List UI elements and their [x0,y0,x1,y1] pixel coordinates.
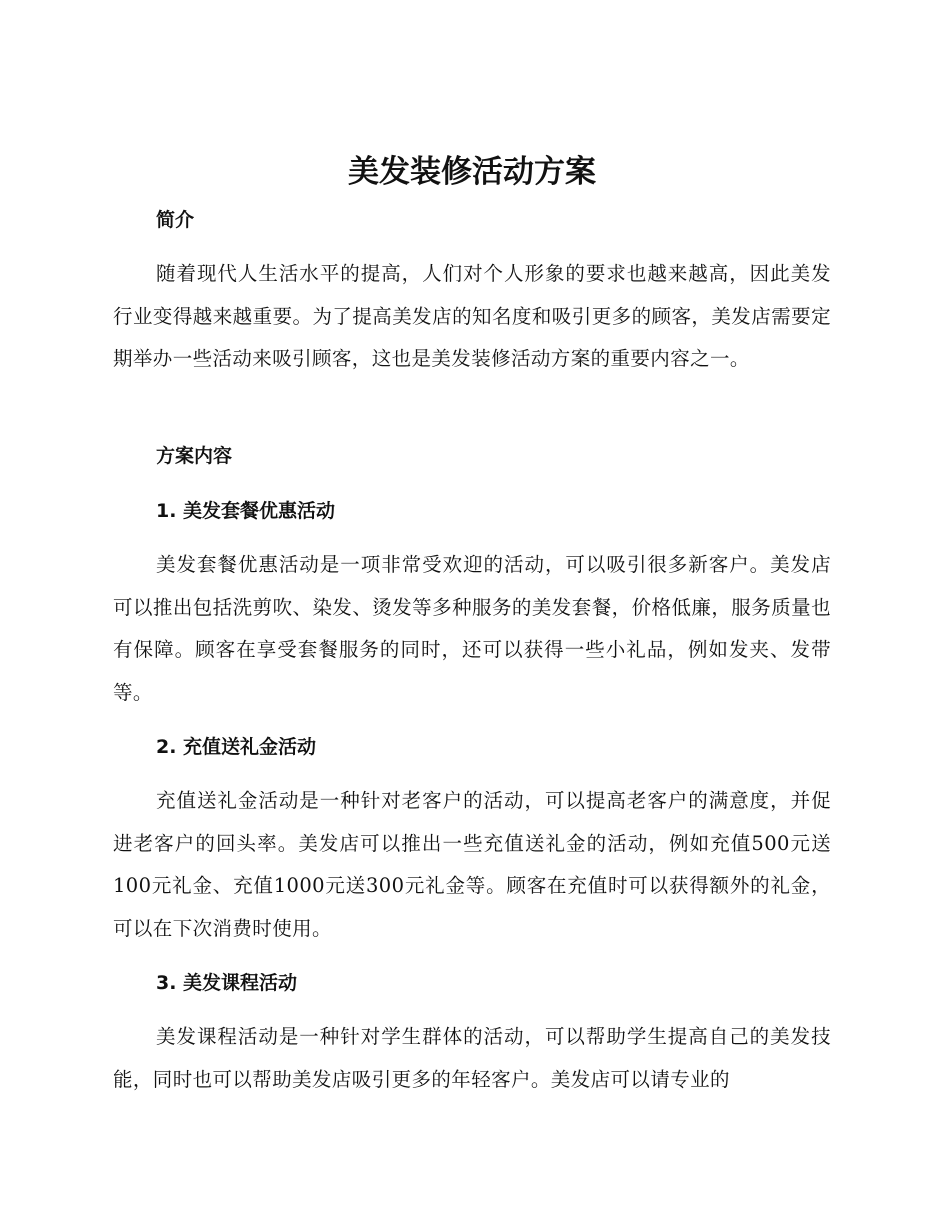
intro-paragraph: 随着现代人生活水平的提高，人们对个人形象的要求也越来越高，因此美发行业变得越来越重要。为了提高美发店的知名度和吸引更多的顾客，美发店需要定期举办一些活动来吸引顾客，这也是美发装修活动方案的重要内容之一。 [113,262,831,370]
section-2-paragraph: 充值送礼金活动是一种针对老客户的活动，可以提高老客户的满意度，并促进老客户的回头率。美发店可以推出一些充值送礼金的活动，例如充值500元送100元礼金、充值1000元送300元礼金等。顾客在充值时可以获得额外的礼金，可以在下次消费时使用。 [113,789,831,940]
section-3-heading: 3. 美发课程活动 [156,972,298,994]
content-heading: 方案内容 [156,445,233,467]
section-1-paragraph: 美发套餐优惠活动是一项非常受欢迎的活动，可以吸引很多新客户。美发店可以推出包括洗剪吹、染发、烫发等多种服务的美发套餐，价格低廉，服务质量也有保障。顾客在享受套餐服务的同时，还可以获得一些小礼品，例如发夹、发带等。 [113,553,831,704]
section-1-heading: 1. 美发套餐优惠活动 [156,500,336,522]
document-title: 美发装修活动方案 [348,154,596,190]
section-2-heading: 2. 充值送礼金活动 [156,736,317,758]
section-3-paragraph: 美发课程活动是一种针对学生群体的活动，可以帮助学生提高自己的美发技能，同时也可以帮助美发店吸引更多的年轻客户。美发店可以请专业的 [113,1025,831,1091]
intro-heading: 简介 [156,209,195,231]
